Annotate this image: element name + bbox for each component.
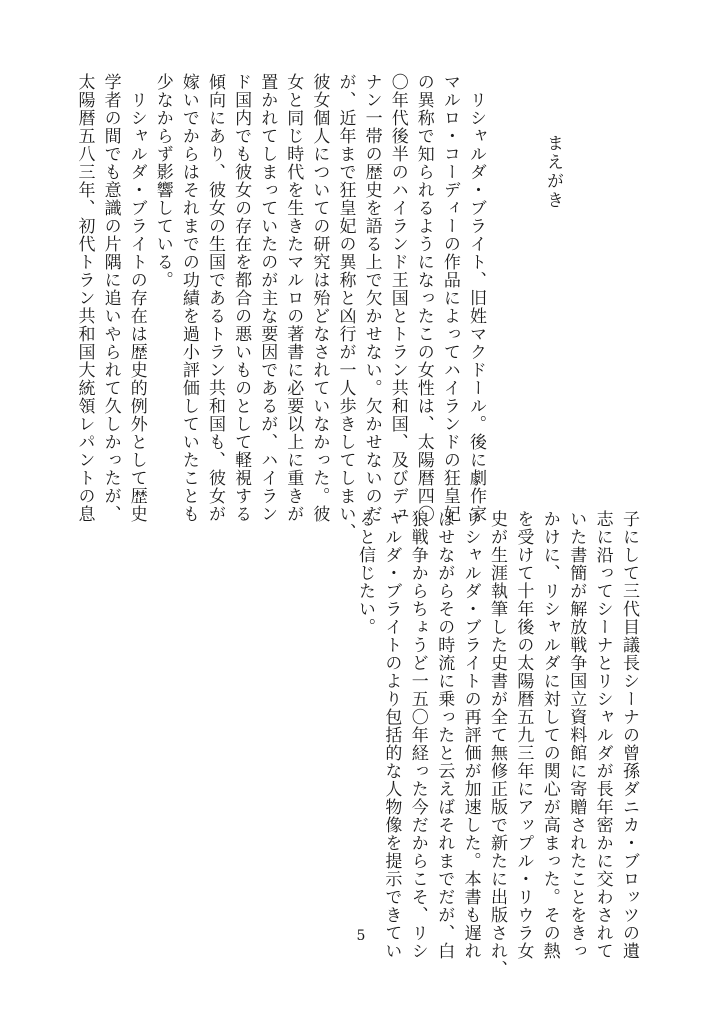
text-column: ナン一帯の歴史を語る上で欠かせない。欠かせないのだ: [361, 73, 382, 523]
text-column: 〇年代後半のハイランド王国とトラン共和国、及びデュ: [387, 73, 408, 523]
text-column: が、近年まで狂皇妃の異称と凶行が一人歩きしてしまい、: [335, 73, 356, 541]
text-column: リシャルダ・ブライトの存在は歴史的例外として歴史: [126, 91, 147, 523]
text-column: かけに、リシャルダに対しての関心が高まった。その熱: [539, 510, 560, 960]
text-column: 少なからず影響している。: [152, 73, 173, 289]
text-column: ド国内でも彼女の存在を都合の悪いものとして軽視する: [231, 73, 252, 523]
text-column: ると信じたい。: [355, 510, 375, 636]
text-column: いた書簡が解放戦争国立資料館に寄贈されたことをきっ: [566, 510, 587, 960]
text-column: 傾向にあり、彼女の生国であるトラン共和国も、彼女が: [205, 73, 225, 523]
text-column: 志に沿ってシーナとリシャルダが長年密かに交わされて: [592, 510, 613, 960]
text-column: ャルダ・ブライトのより包括的な人物像を提示できてい: [381, 510, 402, 960]
text-column: リシャルダ・ブライト、旧姓マクドール。後に劇作家: [466, 91, 486, 523]
text-column: ばせながらその時流に乗ったと云えばそれまでだが、白: [434, 510, 455, 960]
text-column: リシャルダ・ブライトの再評価が加速した。本書も遅れ: [460, 510, 481, 960]
text-column: 学者の間でも意識の片隅に追いやられて久しかったが、: [100, 73, 121, 523]
text-column: 太陽暦五八三年、初代トラン共和国大統領レパントの息: [74, 73, 95, 523]
text-column: 子にして三代目議長シーナの曾孫ダニカ・ブロッツの遺: [619, 510, 639, 960]
text-column: 狼戦争からちょうど一五〇年経った今だからこそ、リシ: [407, 510, 428, 960]
text-column: 彼女個人についての研究は殆どなされていなかった。彼: [309, 73, 330, 523]
text-column: 女と同じ時代を生きたマルロの著書に必要以上に重きが: [283, 73, 304, 523]
text-column: の異称で知られるようになったこの女性は、太陽暦四〇: [413, 73, 434, 523]
page-number: 5: [356, 928, 366, 944]
text-column: 史が生涯執筆した史書が全て無修正版で新たに出版され、: [487, 510, 507, 978]
text-column: 嫁いでからはそれまでの功績を過小評価していたことも: [178, 73, 199, 523]
page-heading: まえがき: [543, 134, 563, 210]
text-column: マルロ・コーディーの作品によってハイランドの狂皇妃: [439, 73, 460, 523]
text-column: を受けて十年後の太陽暦五九三年にアップル・リウラ女: [513, 510, 534, 960]
text-column: 置かれてしまっていたのが主な要因であるが、ハイラン: [257, 73, 278, 523]
